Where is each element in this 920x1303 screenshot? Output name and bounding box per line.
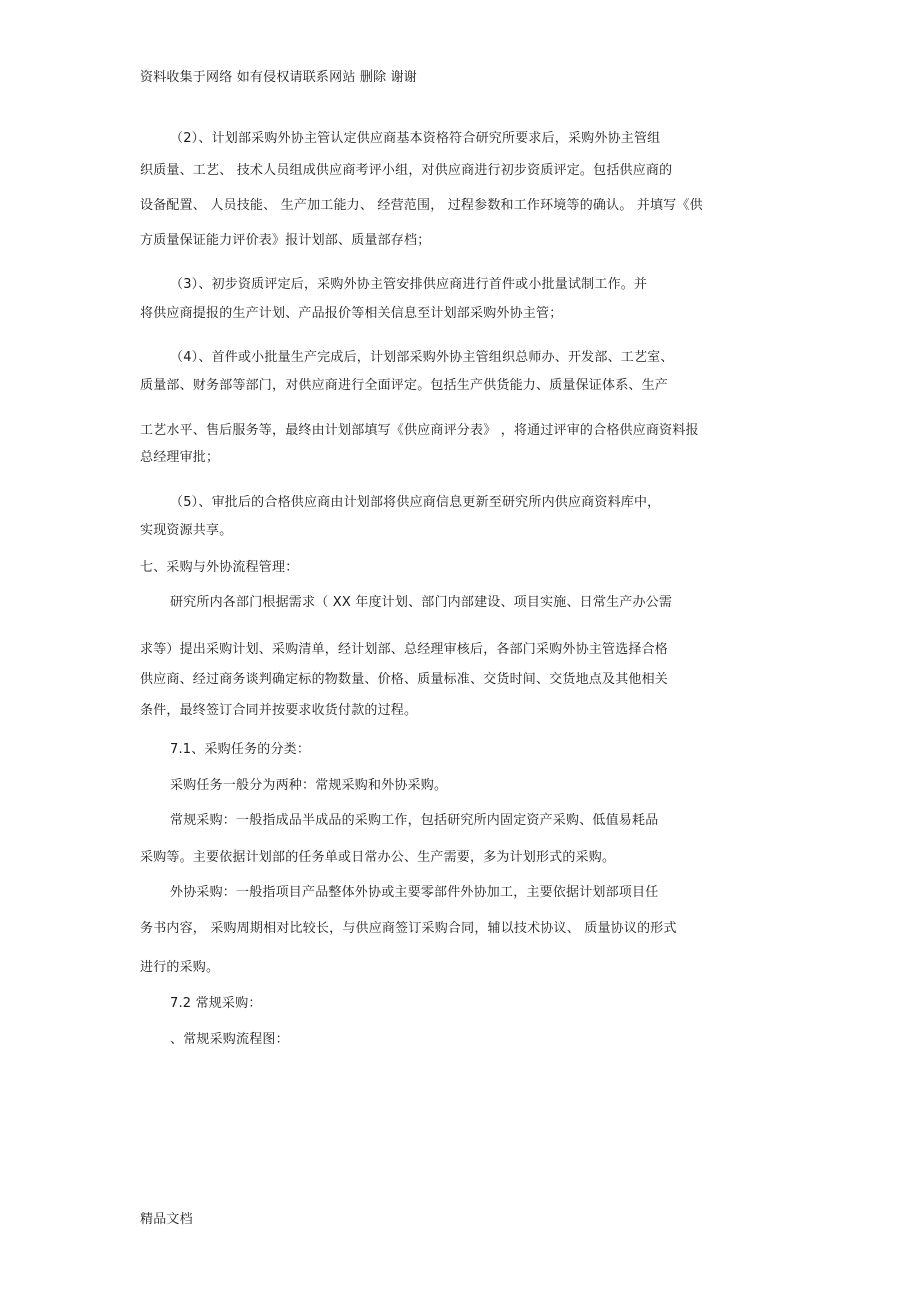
section-7-line-4: 条件，最终签订合同并按要求收货付款的过程。 (140, 703, 418, 718)
section-7-line-1: 研究所内各部门根据需求（ XX 年度计划、部门内部建设、项目实施、日常生产办公需 (170, 595, 673, 610)
section-7-2-title: 7.2 常规采购： (170, 996, 262, 1011)
paragraph-2-line-1: （2）、计划部采购外协主管认定供应商基本资格符合研究所要求后，采购外协主管组 (170, 131, 661, 146)
section-7-line-3: 供应商、经过商务谈判确定标的物数量、价格、质量标准、交货时间、交货地点及其他相关 (140, 672, 669, 687)
section-7-1-line-4: 外协采购：一般指项目产品整体外协或主要零部件外协加工，主要依据计划部项目任 (170, 885, 659, 900)
page-header: 资料收集于网络 如有侵权请联系网站 删除 谢谢 (140, 70, 417, 85)
section-7-1-line-6: 进行的采购。 (140, 960, 220, 975)
section-7-1-line-3: 采购等。主要依据计划部的任务单或日常办公、生产需要，多为计划形式的采购。 (140, 850, 616, 865)
paragraph-3-line-1: （3）、初步资质评定后，采购外协主管安排供应商进行首件或小批量试制工作。并 (170, 277, 648, 292)
paragraph-3-line-2: 将供应商提报的生产计划、产品报价等相关信息至计划部采购外协主管； (140, 306, 563, 321)
section-7-title: 七、采购与外协流程管理： (140, 560, 299, 575)
paragraph-4-line-4: 总经理审批； (140, 450, 220, 465)
paragraph-2-line-3: 设备配置、 人员技能、 生产加工能力、 经营范围， 过程参数和工作环境等的确认。 并填写《供 (140, 198, 703, 213)
section-7-1-line-1: 采购任务一般分为两种：常规采购和外协采购。 (170, 778, 448, 793)
paragraph-5-line-2: 实现资源共享。 (140, 523, 233, 538)
page-footer: 精品文档 (140, 1212, 193, 1227)
section-7-1-title: 7.1、采购任务的分类： (170, 742, 311, 757)
paragraph-4-line-3: 工艺水平、售后服务等，最终由计划部填写《供应商评分表》 ，将通过评审的合格供应商资料报 (140, 423, 699, 438)
paragraph-2-line-4: 方质量保证能力评价表》报计划部、质量部存档； (140, 233, 431, 248)
section-7-1-line-5: 务书内容， 采购周期相对比较长，与供应商签订采购合同，辅以技术协议、 质量协议的形式 (140, 921, 677, 936)
paragraph-2-line-2: 织质量、工艺、 技术人员组成供应商考评小组，对供应商进行初步资质评定。包括供应商的 (140, 163, 673, 178)
section-7-1-line-2: 常规采购：一般指成品半成品的采购工作，包括研究所内固定资产采购、低值易耗品 (170, 813, 659, 828)
paragraph-4-line-2: 质量部、财务部等部门，对供应商进行全面评定。包括生产供货能力、质量保证体系、生产 (140, 378, 669, 393)
section-7-line-2: 求等）提出采购计划、采购清单，经计划部、总经理审核后，各部门采购外协主管选择合格 (140, 642, 669, 657)
paragraph-5-line-1: （5）、审批后的合格供应商由计划部将供应商信息更新至研究所内供应商资料库中， (170, 495, 661, 510)
paragraph-4-line-1: （4）、首件或小批量生产完成后，计划部采购外协主管组织总师办、开发部、工艺室、 (170, 350, 674, 365)
section-7-2-line-1: 、常规采购流程图： (170, 1032, 289, 1047)
